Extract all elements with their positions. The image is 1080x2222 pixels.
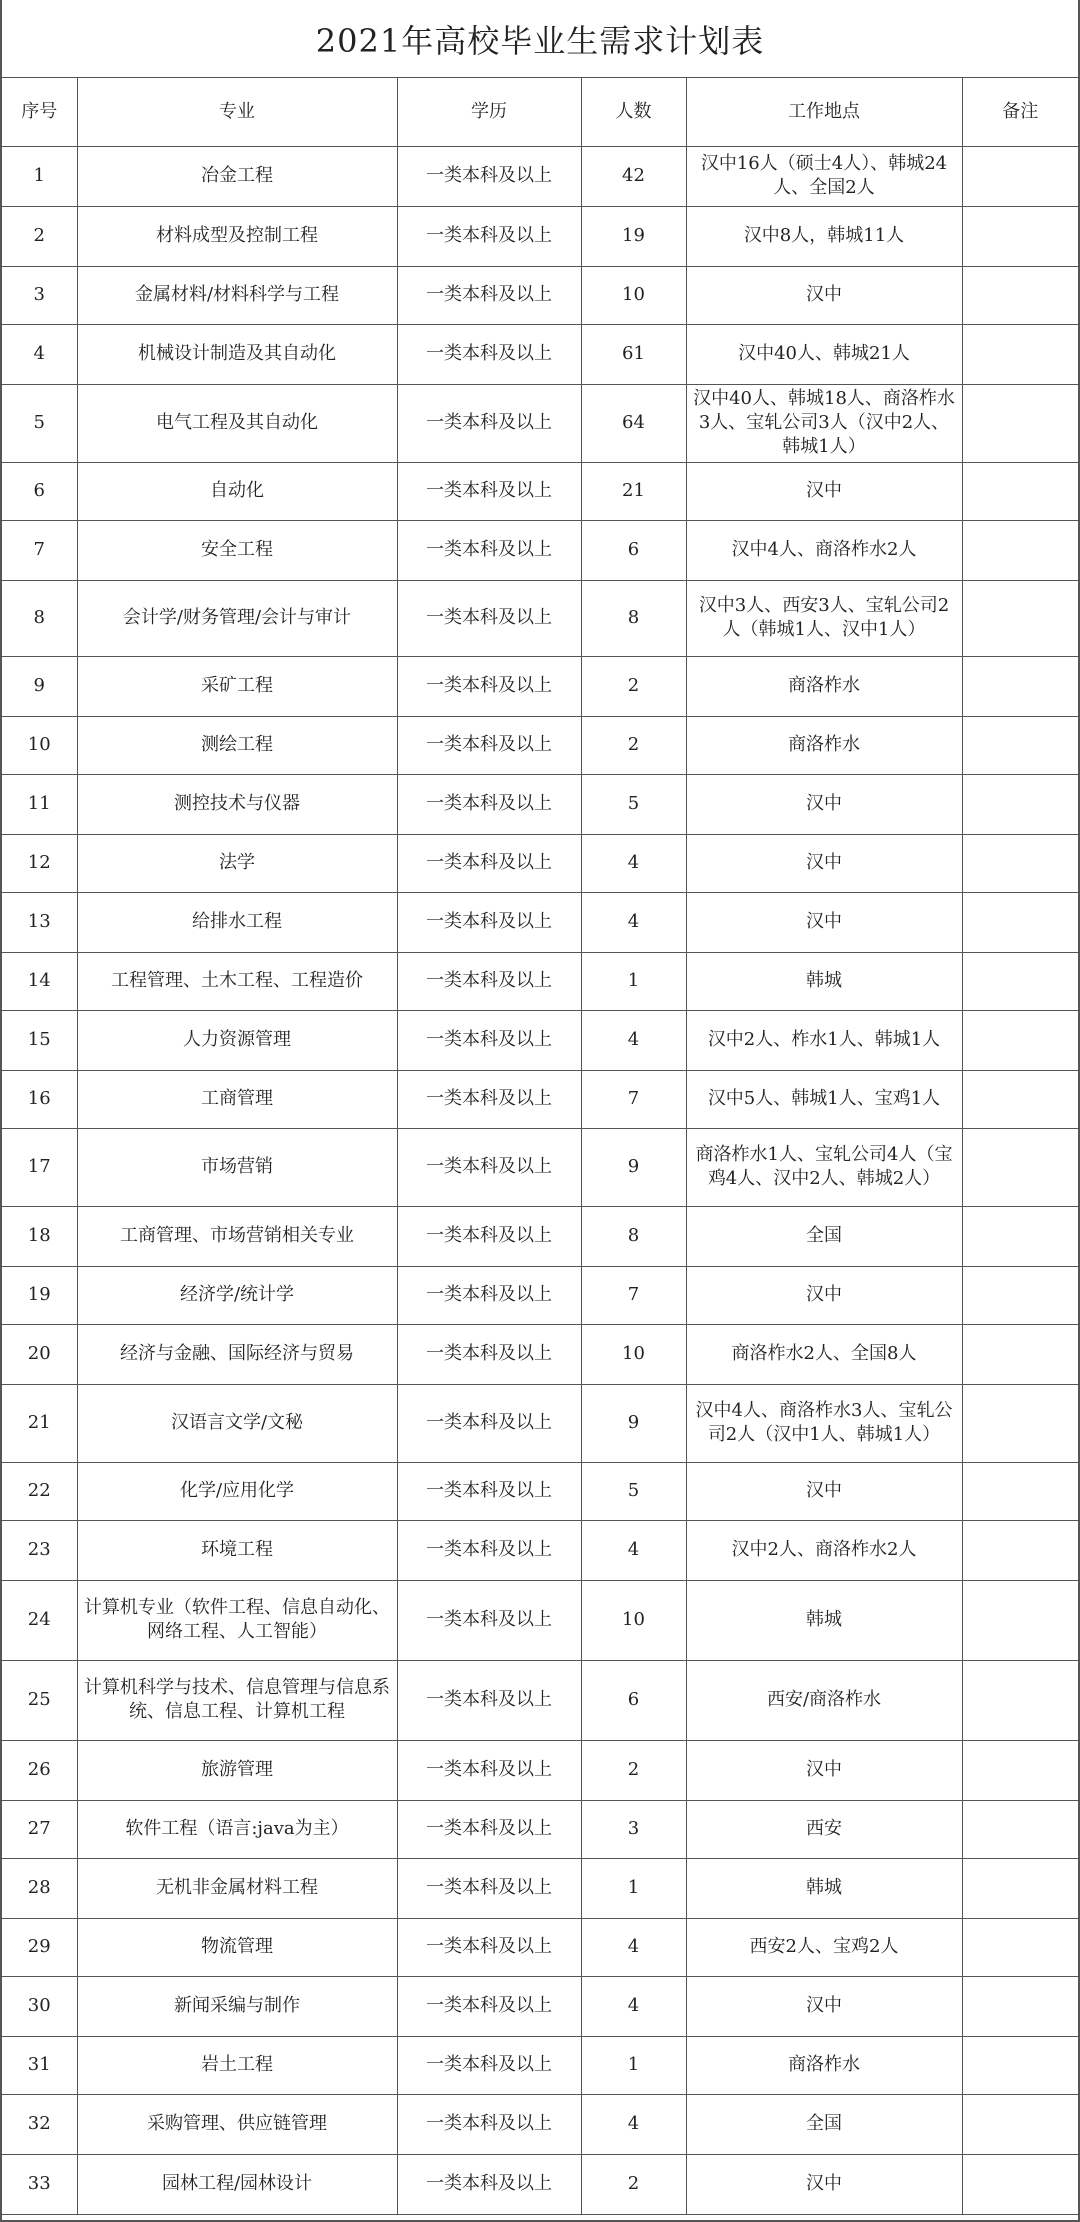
table-row bbox=[2, 1128, 1078, 1206]
row-number: 18 bbox=[2, 1206, 77, 1266]
table-row bbox=[2, 1580, 1078, 1660]
row-number: 5 bbox=[2, 384, 77, 462]
count-cell: 2 bbox=[581, 2154, 686, 2214]
education-cell: 一类本科及以上 bbox=[397, 146, 581, 206]
row-number: 16 bbox=[2, 1070, 77, 1128]
location-cell: 汉中 bbox=[686, 1740, 962, 1800]
education-cell: 一类本科及以上 bbox=[397, 2036, 581, 2094]
count-cell: 5 bbox=[581, 774, 686, 834]
note-cell bbox=[962, 1128, 1078, 1206]
table-row bbox=[2, 1462, 1078, 1520]
location-cell: 汉中 bbox=[686, 834, 962, 892]
table-row bbox=[2, 1266, 1078, 1324]
count-cell: 42 bbox=[581, 146, 686, 206]
row-number: 10 bbox=[2, 716, 77, 774]
location-cell: 汉中4人、商洛柞水2人 bbox=[686, 520, 962, 580]
major-cell: 测控技术与仪器 bbox=[77, 774, 397, 834]
major-cell: 冶金工程 bbox=[77, 146, 397, 206]
demand-table bbox=[2, 78, 1078, 2215]
note-cell bbox=[962, 1010, 1078, 1070]
location-cell: 商洛柞水1人、宝轧公司4人（宝鸡4人、汉中2人、韩城2人） bbox=[686, 1128, 962, 1206]
table-row bbox=[2, 324, 1078, 384]
count-cell: 2 bbox=[581, 716, 686, 774]
count-cell: 4 bbox=[581, 1976, 686, 2036]
count-cell: 6 bbox=[581, 520, 686, 580]
row-number: 11 bbox=[2, 774, 77, 834]
table-row bbox=[2, 206, 1078, 266]
table-title: 2021年高校毕业生需求计划表 bbox=[2, 0, 1078, 78]
count-cell: 64 bbox=[581, 384, 686, 462]
location-cell: 汉中16人（硕士4人）、韩城24人、全国2人 bbox=[686, 146, 962, 206]
note-cell bbox=[962, 716, 1078, 774]
location-cell: 汉中2人、商洛柞水2人 bbox=[686, 1520, 962, 1580]
note-cell bbox=[962, 1800, 1078, 1858]
location-cell: 汉中 bbox=[686, 1462, 962, 1520]
location-cell: 汉中3人、西安3人、宝轧公司2人（韩城1人、汉中1人） bbox=[686, 580, 962, 656]
education-cell: 一类本科及以上 bbox=[397, 580, 581, 656]
major-cell: 法学 bbox=[77, 834, 397, 892]
row-number: 31 bbox=[2, 2036, 77, 2094]
table-row bbox=[2, 1858, 1078, 1918]
row-number: 24 bbox=[2, 1580, 77, 1660]
count-cell: 8 bbox=[581, 1206, 686, 1266]
count-cell: 5 bbox=[581, 1462, 686, 1520]
location-cell: 汉中 bbox=[686, 892, 962, 952]
location-cell: 全国 bbox=[686, 2094, 962, 2154]
table-row bbox=[2, 2036, 1078, 2094]
count-cell: 1 bbox=[581, 952, 686, 1010]
header-no: 序号 bbox=[2, 78, 77, 146]
row-number: 17 bbox=[2, 1128, 77, 1206]
count-cell: 6 bbox=[581, 1660, 686, 1740]
note-cell bbox=[962, 384, 1078, 462]
education-cell: 一类本科及以上 bbox=[397, 266, 581, 324]
location-cell: 汉中 bbox=[686, 2154, 962, 2214]
table-row bbox=[2, 834, 1078, 892]
row-number: 21 bbox=[2, 1384, 77, 1462]
row-number: 19 bbox=[2, 1266, 77, 1324]
note-cell bbox=[962, 1266, 1078, 1324]
table-row bbox=[2, 580, 1078, 656]
count-cell: 10 bbox=[581, 1580, 686, 1660]
major-cell: 旅游管理 bbox=[77, 1740, 397, 1800]
education-cell: 一类本科及以上 bbox=[397, 1324, 581, 1384]
location-cell: 汉中2人、柞水1人、韩城1人 bbox=[686, 1010, 962, 1070]
note-cell bbox=[962, 1070, 1078, 1128]
note-cell bbox=[962, 656, 1078, 716]
count-cell: 9 bbox=[581, 1384, 686, 1462]
count-cell: 9 bbox=[581, 1128, 686, 1206]
major-cell: 化学/应用化学 bbox=[77, 1462, 397, 1520]
count-cell: 1 bbox=[581, 2036, 686, 2094]
count-cell: 4 bbox=[581, 2094, 686, 2154]
major-cell: 电气工程及其自动化 bbox=[77, 384, 397, 462]
education-cell: 一类本科及以上 bbox=[397, 1128, 581, 1206]
count-cell: 8 bbox=[581, 580, 686, 656]
major-cell: 工商管理、市场营销相关专业 bbox=[77, 1206, 397, 1266]
table-row bbox=[2, 716, 1078, 774]
note-cell bbox=[962, 1206, 1078, 1266]
note-cell bbox=[962, 834, 1078, 892]
major-cell: 安全工程 bbox=[77, 520, 397, 580]
table-row bbox=[2, 266, 1078, 324]
count-cell: 4 bbox=[581, 1520, 686, 1580]
location-cell: 汉中40人、韩城18人、商洛柞水3人、宝轧公司3人（汉中2人、韩城1人） bbox=[686, 384, 962, 462]
education-cell: 一类本科及以上 bbox=[397, 834, 581, 892]
table-row bbox=[2, 952, 1078, 1010]
education-cell: 一类本科及以上 bbox=[397, 1800, 581, 1858]
major-cell: 采购管理、供应链管理 bbox=[77, 2094, 397, 2154]
major-cell: 自动化 bbox=[77, 462, 397, 520]
education-cell: 一类本科及以上 bbox=[397, 1976, 581, 2036]
count-cell: 19 bbox=[581, 206, 686, 266]
major-cell: 计算机专业（软件工程、信息自动化、网络工程、人工智能） bbox=[77, 1580, 397, 1660]
row-number: 20 bbox=[2, 1324, 77, 1384]
note-cell bbox=[962, 1918, 1078, 1976]
table-row bbox=[2, 1520, 1078, 1580]
row-number: 33 bbox=[2, 2154, 77, 2214]
note-cell bbox=[962, 2094, 1078, 2154]
header-education: 学历 bbox=[397, 78, 581, 146]
education-cell: 一类本科及以上 bbox=[397, 774, 581, 834]
location-cell: 西安2人、宝鸡2人 bbox=[686, 1918, 962, 1976]
row-number: 9 bbox=[2, 656, 77, 716]
education-cell: 一类本科及以上 bbox=[397, 462, 581, 520]
major-cell: 新闻采编与制作 bbox=[77, 1976, 397, 2036]
count-cell: 21 bbox=[581, 462, 686, 520]
location-cell: 汉中 bbox=[686, 462, 962, 520]
note-cell bbox=[962, 774, 1078, 834]
location-cell: 西安 bbox=[686, 1800, 962, 1858]
row-number: 15 bbox=[2, 1010, 77, 1070]
location-cell: 汉中 bbox=[686, 1976, 962, 2036]
header-row bbox=[2, 78, 1078, 146]
note-cell bbox=[962, 2036, 1078, 2094]
count-cell: 4 bbox=[581, 892, 686, 952]
table-row bbox=[2, 1976, 1078, 2036]
education-cell: 一类本科及以上 bbox=[397, 716, 581, 774]
table-row bbox=[2, 656, 1078, 716]
major-cell: 计算机科学与技术、信息管理与信息系统、信息工程、计算机工程 bbox=[77, 1660, 397, 1740]
note-cell bbox=[962, 1580, 1078, 1660]
education-cell: 一类本科及以上 bbox=[397, 656, 581, 716]
count-cell: 3 bbox=[581, 1800, 686, 1858]
major-cell: 工商管理 bbox=[77, 1070, 397, 1128]
row-number: 3 bbox=[2, 266, 77, 324]
location-cell: 商洛柞水 bbox=[686, 716, 962, 774]
row-number: 32 bbox=[2, 2094, 77, 2154]
row-number: 27 bbox=[2, 1800, 77, 1858]
location-cell: 韩城 bbox=[686, 1580, 962, 1660]
header-note: 备注 bbox=[962, 78, 1078, 146]
table-row bbox=[2, 892, 1078, 952]
table-row bbox=[2, 146, 1078, 206]
major-cell: 无机非金属材料工程 bbox=[77, 1858, 397, 1918]
education-cell: 一类本科及以上 bbox=[397, 1206, 581, 1266]
location-cell: 汉中8人，韩城11人 bbox=[686, 206, 962, 266]
count-cell: 7 bbox=[581, 1266, 686, 1324]
education-cell: 一类本科及以上 bbox=[397, 892, 581, 952]
table-row bbox=[2, 774, 1078, 834]
education-cell: 一类本科及以上 bbox=[397, 1660, 581, 1740]
row-number: 23 bbox=[2, 1520, 77, 1580]
row-number: 4 bbox=[2, 324, 77, 384]
education-cell: 一类本科及以上 bbox=[397, 1858, 581, 1918]
count-cell: 10 bbox=[581, 266, 686, 324]
note-cell bbox=[962, 1740, 1078, 1800]
major-cell: 经济学/统计学 bbox=[77, 1266, 397, 1324]
note-cell bbox=[962, 580, 1078, 656]
table-row bbox=[2, 520, 1078, 580]
location-cell: 商洛柞水 bbox=[686, 656, 962, 716]
table-row bbox=[2, 1740, 1078, 1800]
location-cell: 韩城 bbox=[686, 1858, 962, 1918]
row-number: 26 bbox=[2, 1740, 77, 1800]
education-cell: 一类本科及以上 bbox=[397, 520, 581, 580]
major-cell: 金属材料/材料科学与工程 bbox=[77, 266, 397, 324]
note-cell bbox=[962, 1520, 1078, 1580]
row-number: 6 bbox=[2, 462, 77, 520]
note-cell bbox=[962, 462, 1078, 520]
note-cell bbox=[962, 324, 1078, 384]
row-number: 12 bbox=[2, 834, 77, 892]
row-number: 13 bbox=[2, 892, 77, 952]
table-row bbox=[2, 2094, 1078, 2154]
major-cell: 物流管理 bbox=[77, 1918, 397, 1976]
count-cell: 2 bbox=[581, 656, 686, 716]
count-cell: 4 bbox=[581, 834, 686, 892]
row-number: 1 bbox=[2, 146, 77, 206]
note-cell bbox=[962, 2154, 1078, 2214]
note-cell bbox=[962, 892, 1078, 952]
note-cell bbox=[962, 146, 1078, 206]
note-cell bbox=[962, 1660, 1078, 1740]
table-row bbox=[2, 1800, 1078, 1858]
major-cell: 园林工程/园林设计 bbox=[77, 2154, 397, 2214]
note-cell bbox=[962, 1384, 1078, 1462]
education-cell: 一类本科及以上 bbox=[397, 2094, 581, 2154]
education-cell: 一类本科及以上 bbox=[397, 2154, 581, 2214]
education-cell: 一类本科及以上 bbox=[397, 1740, 581, 1800]
count-cell: 2 bbox=[581, 1740, 686, 1800]
location-cell: 汉中5人、韩城1人、宝鸡1人 bbox=[686, 1070, 962, 1128]
major-cell: 市场营销 bbox=[77, 1128, 397, 1206]
row-number: 2 bbox=[2, 206, 77, 266]
header-count: 人数 bbox=[581, 78, 686, 146]
row-number: 7 bbox=[2, 520, 77, 580]
major-cell: 材料成型及控制工程 bbox=[77, 206, 397, 266]
location-cell: 西安/商洛柞水 bbox=[686, 1660, 962, 1740]
major-cell: 环境工程 bbox=[77, 1520, 397, 1580]
row-number: 30 bbox=[2, 1976, 77, 2036]
major-cell: 给排水工程 bbox=[77, 892, 397, 952]
count-cell: 7 bbox=[581, 1070, 686, 1128]
header-location: 工作地点 bbox=[686, 78, 962, 146]
table-row bbox=[2, 2154, 1078, 2214]
note-cell bbox=[962, 1976, 1078, 2036]
note-cell bbox=[962, 520, 1078, 580]
major-cell: 工程管理、土木工程、工程造价 bbox=[77, 952, 397, 1010]
table-row bbox=[2, 462, 1078, 520]
note-cell bbox=[962, 1324, 1078, 1384]
row-number: 28 bbox=[2, 1858, 77, 1918]
location-cell: 汉中 bbox=[686, 1266, 962, 1324]
education-cell: 一类本科及以上 bbox=[397, 1918, 581, 1976]
major-cell: 人力资源管理 bbox=[77, 1010, 397, 1070]
row-number: 22 bbox=[2, 1462, 77, 1520]
location-cell: 汉中40人、韩城21人 bbox=[686, 324, 962, 384]
location-cell: 商洛柞水2人、全国8人 bbox=[686, 1324, 962, 1384]
major-cell: 软件工程（语言:java为主） bbox=[77, 1800, 397, 1858]
education-cell: 一类本科及以上 bbox=[397, 1384, 581, 1462]
table-row bbox=[2, 1324, 1078, 1384]
major-cell: 采矿工程 bbox=[77, 656, 397, 716]
education-cell: 一类本科及以上 bbox=[397, 384, 581, 462]
row-number: 8 bbox=[2, 580, 77, 656]
major-cell: 汉语言文学/文秘 bbox=[77, 1384, 397, 1462]
location-cell: 韩城 bbox=[686, 952, 962, 1010]
note-cell bbox=[962, 266, 1078, 324]
location-cell: 商洛柞水 bbox=[686, 2036, 962, 2094]
education-cell: 一类本科及以上 bbox=[397, 1266, 581, 1324]
table-row bbox=[2, 1384, 1078, 1462]
header-major: 专业 bbox=[77, 78, 397, 146]
count-cell: 4 bbox=[581, 1010, 686, 1070]
table-row bbox=[2, 384, 1078, 462]
major-cell: 会计学/财务管理/会计与审计 bbox=[77, 580, 397, 656]
note-cell bbox=[962, 1462, 1078, 1520]
note-cell bbox=[962, 1858, 1078, 1918]
table-row bbox=[2, 1070, 1078, 1128]
major-cell: 测绘工程 bbox=[77, 716, 397, 774]
row-number: 29 bbox=[2, 1918, 77, 1976]
count-cell: 10 bbox=[581, 1324, 686, 1384]
education-cell: 一类本科及以上 bbox=[397, 1070, 581, 1128]
education-cell: 一类本科及以上 bbox=[397, 1462, 581, 1520]
location-cell: 汉中4人、商洛柞水3人、宝轧公司2人（汉中1人、韩城1人） bbox=[686, 1384, 962, 1462]
location-cell: 汉中 bbox=[686, 774, 962, 834]
major-cell: 经济与金融、国际经济与贸易 bbox=[77, 1324, 397, 1384]
education-cell: 一类本科及以上 bbox=[397, 952, 581, 1010]
count-cell: 1 bbox=[581, 1858, 686, 1918]
education-cell: 一类本科及以上 bbox=[397, 1010, 581, 1070]
table-row bbox=[2, 1918, 1078, 1976]
row-number: 14 bbox=[2, 952, 77, 1010]
major-cell: 机械设计制造及其自动化 bbox=[77, 324, 397, 384]
education-cell: 一类本科及以上 bbox=[397, 1520, 581, 1580]
note-cell bbox=[962, 206, 1078, 266]
row-number: 25 bbox=[2, 1660, 77, 1740]
count-cell: 61 bbox=[581, 324, 686, 384]
note-cell bbox=[962, 952, 1078, 1010]
table-row bbox=[2, 1660, 1078, 1740]
education-cell: 一类本科及以上 bbox=[397, 206, 581, 266]
education-cell: 一类本科及以上 bbox=[397, 324, 581, 384]
education-cell: 一类本科及以上 bbox=[397, 1580, 581, 1660]
table-row bbox=[2, 1206, 1078, 1266]
count-cell: 4 bbox=[581, 1918, 686, 1976]
location-cell: 汉中 bbox=[686, 266, 962, 324]
table-row bbox=[2, 1010, 1078, 1070]
location-cell: 全国 bbox=[686, 1206, 962, 1266]
major-cell: 岩土工程 bbox=[77, 2036, 397, 2094]
